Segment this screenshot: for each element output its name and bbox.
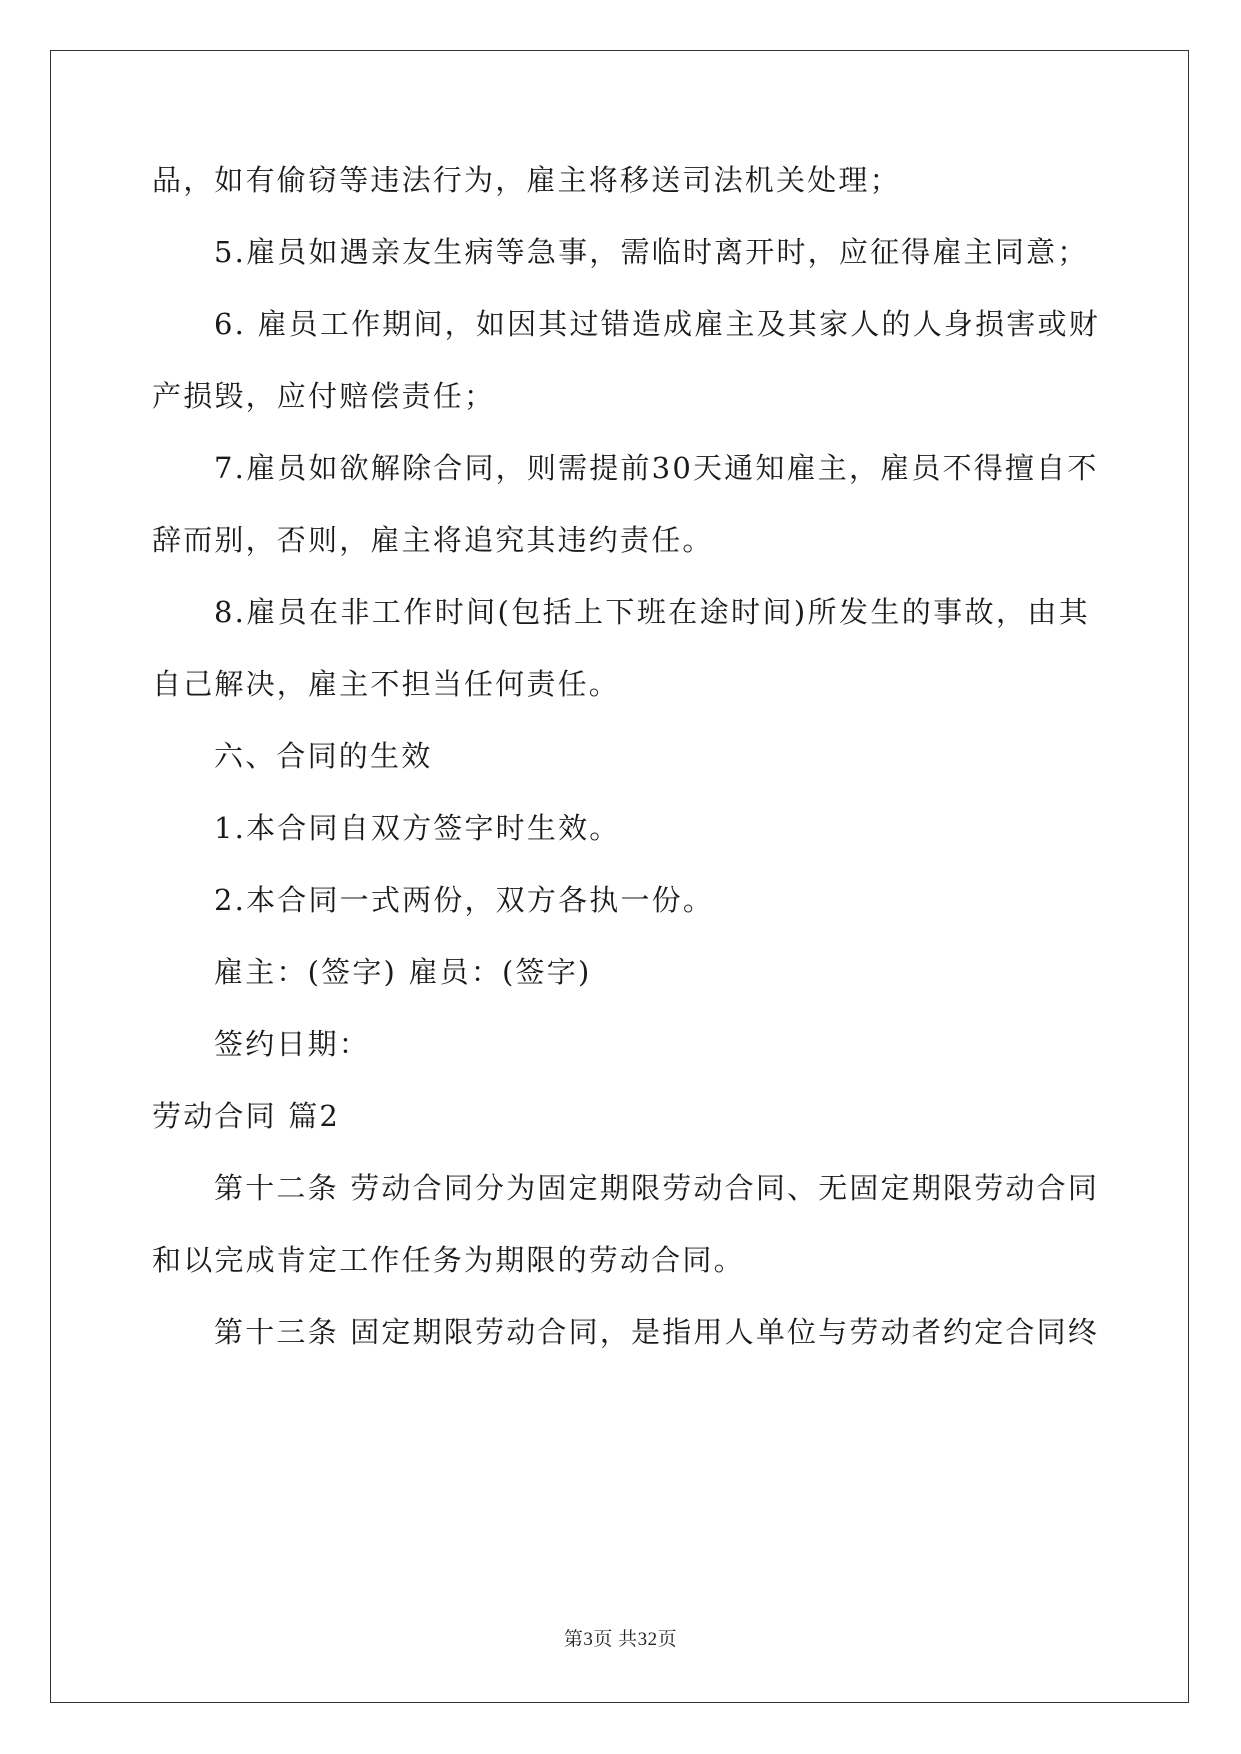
body-line: 自己解决，雇主不担当任何责任。 (152, 667, 621, 701)
body-line: 2.本合同一式两份，双方各执一份。 (214, 883, 715, 917)
body-line: 7.雇员如欲解除合同，则需提前30天通知雇主，雇员不得擅自不 (214, 451, 1099, 485)
body-line: 6. 雇员工作期间，如因其过错造成雇主及其家人的人身损害或财 (214, 307, 1100, 341)
body-line: 第十三条 固定期限劳动合同，是指用人单位与劳动者约定合同终 (214, 1315, 1100, 1349)
body-line: 品，如有偷窃等违法行为，雇主将移送司法机关处理； (152, 163, 901, 197)
body-line: 8.雇员在非工作时间(包括上下班在途时间)所发生的事故，由其 (214, 595, 1090, 629)
body-line: 和以完成肯定工作任务为期限的劳动合同。 (152, 1243, 745, 1277)
body-line: 1.本合同自双方签字时生效。 (214, 811, 621, 845)
signing-date-line: 签约日期： (214, 1027, 371, 1061)
signature-line: 雇主：(签字) 雇员：(签字) (214, 955, 592, 989)
chapter-heading: 劳动合同 篇2 (152, 1099, 341, 1133)
section-heading: 六、合同的生效 (214, 739, 433, 773)
body-line: 辞而别，否则，雇主将追究其违约责任。 (152, 523, 714, 557)
body-line: 5.雇员如遇亲友生病等急事，需临时离开时，应征得雇主同意； (214, 235, 1089, 269)
page-number-footer: 第3页 共32页 (563, 1629, 678, 1650)
body-line: 产损毁，应付赔偿责任； (152, 379, 496, 413)
body-line: 第十二条 劳动合同分为固定期限劳动合同、无固定期限劳动合同 (214, 1171, 1100, 1205)
page-border (50, 50, 1189, 1703)
